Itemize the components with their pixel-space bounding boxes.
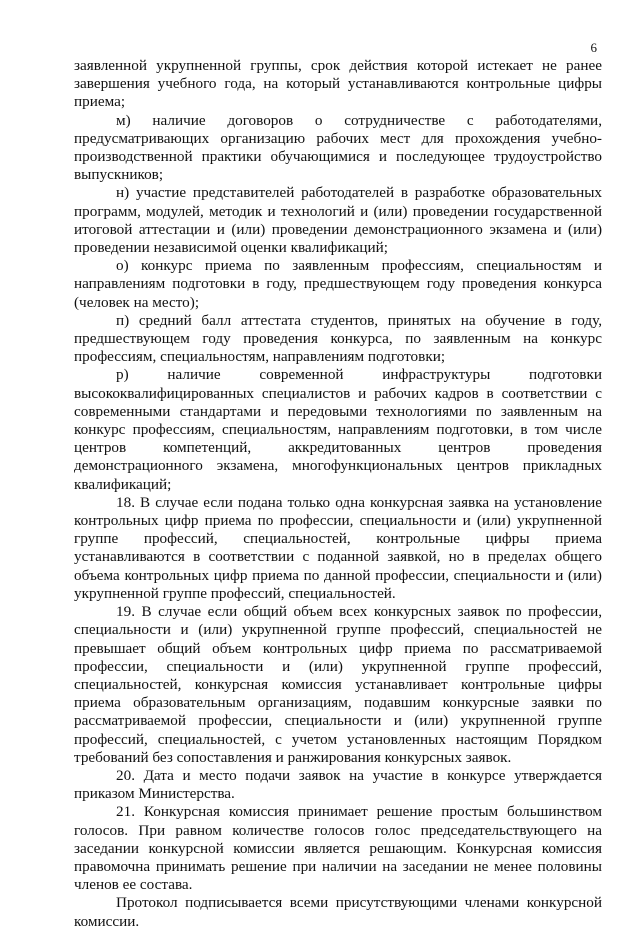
paragraph-clause-21: 21. Конкурсная комиссия принимает решение простым большинством голосов. При равном количестве голосов голос председательствующего на заседании конкурсной комиссии является решающим. Конкурсная комиссия правомочна принимать решение при наличии на заседании не менее половины членов ее состава.: [74, 803, 602, 894]
paragraph-item-p: п) средний балл аттестата студентов, принятых на обучение в году, предшествующем году проведения конкурса, по заявленным на конкурс профессиям, специальностям, направлениям подготовки;: [74, 311, 602, 366]
paragraph-continuation: заявленной укрупненной группы, срок действия которой истекает не ранее завершения учебного года, на который устанавливаются контрольные цифры приема;: [74, 57, 602, 111]
paragraph-clause-18: 18. В случае если подана только одна конкурсная заявка на установление контрольных цифр приема по профессии, специальности и (или) укрупненной группе профессий, специальностей, контрольные цифры приема устанавливаются в соответствии с поданной заявкой, но в пределах общего объема контрольных цифр приема по данной профессии, специальности и (или) укрупненной группе профессий, специальностей.: [74, 493, 602, 602]
paragraph-item-o: о) конкурс приема по заявленным профессиям, специальностям и направлениям подготовки в году, предшествующем году проведения конкурса (человек на место);: [74, 257, 602, 311]
paragraph-item-n: н) участие представителей работодателей в разработке образовательных программ, модулей, методик и технологий и (или) проведении государственной итоговой аттестации и (или) проведении демонстрационного экзамена и (или) проведении независимой оценки квалификаций;: [74, 184, 602, 257]
page-number: 6: [590, 40, 597, 55]
paragraph-clause-19: 19. В случае если общий объем всех конкурсных заявок по профессии, специальности и (или) укрупненной группе профессий, специальностей не превышает общий объем контрольных цифр приема по рассматриваемой профессии, специальности и (или) укрупненной группе профессий, специальностей, конкурсная комиссия устанавливает контрольные цифры приема образовательным организациям, подавшим конкурсные заявки по рассматриваемой профессии, специальности и (или) укрупненной группе профессий, специальностей, с учетом установленных настоящим Порядком требований без сопоставления и ранжирования конкурсных заявок.: [74, 603, 602, 766]
paragraph-clause-20: 20. Дата и место подачи заявок на участие в конкурсе утверждается приказом Министерства.: [74, 766, 602, 803]
paragraph-protocol: Протокол подписывается всеми присутствующими членами конкурсной комиссии.: [74, 894, 602, 930]
document-body: [74, 57, 602, 931]
paragraph-item-r: р) наличие современной инфраструктуры подготовки высококвалифицированных специалистов и рабочих кадров в соответствии с современными стандартами и передовыми технологиями по заявленным на конкурс профессиям, специальностям, направлениям подготовки, в том числе центров компетенций, аккредитованных центров проведения демонстрационного экзамена, многофункциональных центров прикладных квалификаций;: [74, 366, 602, 493]
paragraph-item-m: м) наличие договоров о сотрудничестве с работодателями, предусматривающих организацию рабочих мест для прохождения учебно-производственной практики обучающимися и последующее трудоустройство выпускников;: [74, 111, 602, 184]
